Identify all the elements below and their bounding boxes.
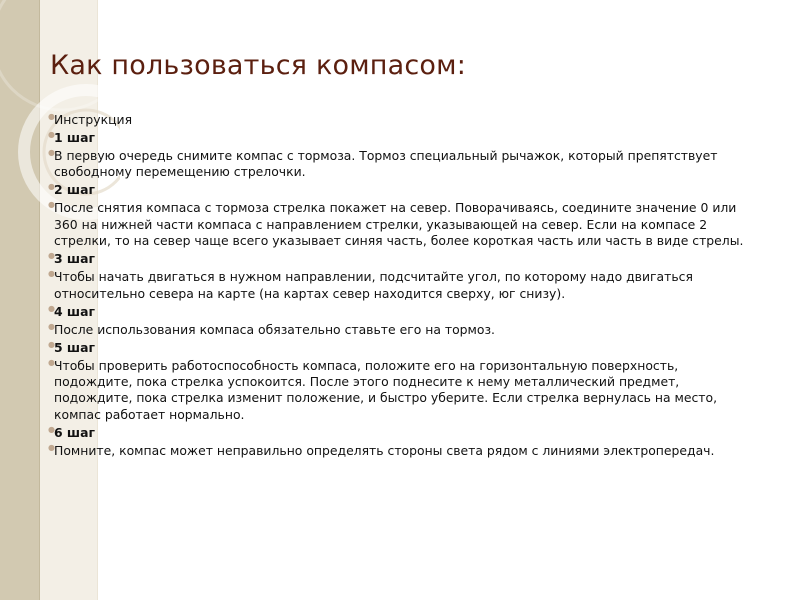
bullet-dot-icon: ●	[48, 182, 55, 192]
step-description-text: Чтобы проверить работоспособность компаса, положите его на горизонтальную поверхность, подождите, пока стрелка успокоится. После этого поднесите к нему металлический предмет, подождите, пока стрелка изменит положение, и быстро уберите. Если стрелка вернулась на место, компас работает нормально.	[54, 357, 718, 422]
bullet-dot-icon: ●	[48, 303, 55, 313]
step-heading-text: 4 шаг	[54, 303, 95, 319]
instruction-list	[48, 112, 754, 461]
bullet-dot-icon: ●	[48, 269, 55, 279]
step-heading-text: 6 шаг	[54, 424, 95, 440]
page-title: Как пользоваться компасом:	[50, 50, 467, 81]
step-description-3	[48, 269, 754, 302]
bullet-dot-icon: ●	[48, 357, 55, 367]
list-item-intro	[48, 112, 754, 128]
step-heading-3	[48, 251, 754, 267]
bullet-dot-icon: ●	[48, 321, 55, 331]
bullet-dot-icon: ●	[48, 424, 55, 434]
step-description-text: Помните, компас может неправильно определять стороны света рядом с линиями электропередач.	[54, 442, 715, 458]
step-description-6	[48, 442, 754, 459]
step-heading-text: 5 шаг	[54, 339, 95, 355]
list-item-text: Инструкция	[54, 112, 133, 127]
step-heading-text: 2 шаг	[54, 182, 95, 198]
step-heading-text: 3 шаг	[54, 251, 95, 267]
step-description-4	[48, 321, 754, 338]
step-description-text: В первую очередь снимите компас с тормоза. Тормоз специальный рычажок, который препятствует свободному перемещению стрелочки.	[54, 148, 718, 180]
step-description-1	[48, 148, 754, 181]
bullet-dot-icon: ●	[48, 148, 55, 157]
step-description-text: Чтобы начать двигаться в нужном направлении, подсчитайте угол, по которому надо двигаться относительно севера на карте (на картах север находится сверху, юг снизу).	[54, 269, 693, 301]
bullet-dot-icon: ●	[48, 200, 55, 210]
bullet-dot-icon: ●	[48, 130, 55, 139]
bullet-dot-icon: ●	[48, 112, 55, 121]
step-description-5	[48, 357, 754, 424]
step-heading-6	[48, 424, 754, 441]
bullet-dot-icon: ●	[48, 339, 55, 349]
step-description-text: После использования компаса обязательно ставьте его на тормоз.	[54, 321, 495, 337]
step-heading-1	[48, 130, 754, 146]
step-description-2	[48, 200, 754, 249]
bullet-dot-icon: ●	[48, 442, 55, 452]
step-description-text: После снятия компаса с тормоза стрелка покажет на север. Поворачиваясь, соедините значение 0 или 360 на нижней части компаса с направлением стрелки, указывающей на север. Если на компасе 2 стрелки, то на север чаще всего указывает синяя часть, более короткая часть или часть в виде стрелы.	[54, 200, 744, 249]
step-heading-5	[48, 339, 754, 356]
step-heading-text: 1 шаг	[54, 130, 95, 145]
step-heading-4	[48, 303, 754, 320]
step-heading-2	[48, 182, 754, 198]
bullet-dot-icon: ●	[48, 251, 55, 261]
